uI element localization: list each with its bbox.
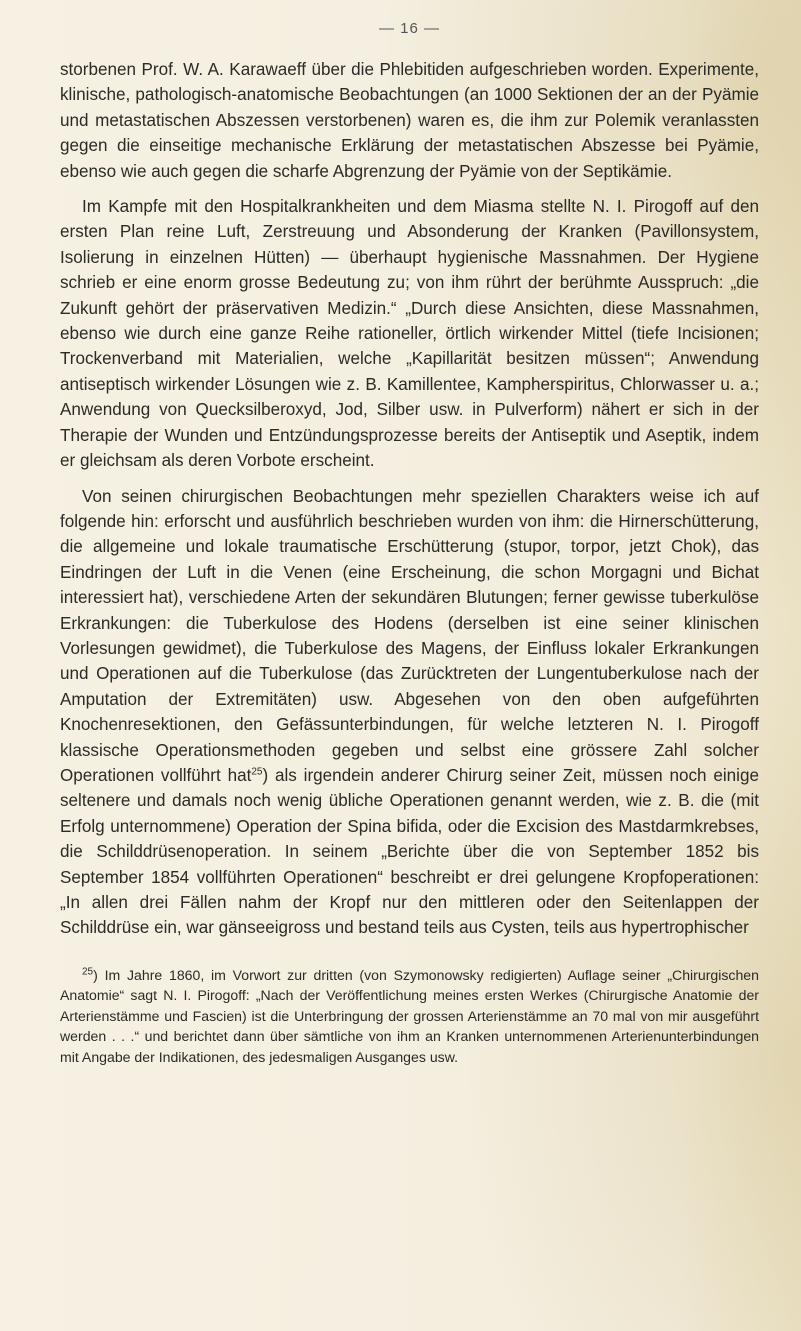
page-number: — 16 — <box>378 20 441 37</box>
body-text <box>60 57 759 941</box>
paragraph-3 <box>60 484 759 941</box>
paragraph-2: Im Kampfe mit den Hospitalkrankheiten und dem Miasma stellte N. I. Pirogoff auf den ersten Plan reine Luft, Zerstreuung und Absonderung der Kranken (Pavillonsystem, Isolierung in einzelnen Hütten) — überhaupt hygienische Massnahmen. Der Hygiene schrieb er eine enorm grosse Bedeutung zu; von ihm rührt der berühmte Ausspruch: „die Zukunft gehört der präservativen Medizin.“ „Durch diese Ansichten, diese Massnahmen, ebenso wie durch eine ganze Reihe rationeller, örtlich wirkender Mittel (tiefe Incisionen; Trockenverband mit Materialien, welche „Kapillarität besitzen müssen“; Anwendung antiseptisch wirkender Lösungen wie z. B. Kamillentee, Kampherspiritus, Chlorwasser u. a.; Anwendung von Quecksilberoxyd, Jod, Silber usw. in Pulverform) nähert er sich in der Therapie der Wunden und Entzündungsprozesse bereits der Antiseptik und Aseptik, indem er gleichsam als deren Vorbote erscheint. <box>60 197 759 471</box>
footnote-text: ) Im Jahre 1860, im Vorwort zur dritten (von Szymonowsky redigierten) Auflage seiner „Chirurgischen Anatomie“ sagt N. I. Pirogoff: „Nach der Veröffentlichung meines ersten Werkes (Chirurgische Anatomie der Arterienstämme und Fascien) ist die Unterbringung der grossen Arterienstämme an 70 mal von mir ausgeführt werden . . .“ und berichtet dann über sämtliche von ihm an Kranken unternommenen Arterienunterbindungen mit Angabe der Indikationen, des jedesmaligen Ausganges usw. <box>60 966 759 1065</box>
paragraph-3-text-b: ) als irgendein anderer Chirurg seiner Zeit, müssen noch einige seltenere und damals noch wenig übliche Operationen genannt werden, wie z. B. die (mit Erfolg unternommene) Operation der Spina bifida, oder die Excision des Mastdarmkrebses, die Schilddrüsenoperation. In seinem „Berichte über die von September 1852 bis September 1854 vollführten Operationen“ beschreibt er drei gelungene Kropfoperationen: „In allen drei Fällen nahm der Kropf nur den mittleren oder den Seitenlappen der Schilddrüse ein, war gänseeigross und bestand teils aus Cysten, teils aus hypertrophischer <box>60 765 759 938</box>
footnote-reference: 25 <box>251 766 263 778</box>
footnote-marker: 25 <box>82 966 94 978</box>
footnote <box>60 965 759 1068</box>
paragraph-3-text-a: Von seinen chirurgischen Beobachtungen mehr speziellen Charakters weise ich auf folgende hin: erforscht und ausführlich beschrieben wurden von ihm: die Hirnerschütterung, die allgemeine und lokale traumatische Erschütterung (stupor, torpor, jetzt Chok), das Eindringen der Luft in die Venen (eine Erscheinung, die schon Morgagni und Bichat interessiert hat), verschiedene Arten der sekundären Blutungen; ferner gewisse tuberkulöse Erkrankungen: die Tuberkulose des Hodens (derselben ist eine seiner klinischen Vorlesungen gewidmet), die Tuberkulose des Magens, der Einfluss lokaler Erkrankungen und Operationen auf die Tuberkulose (das Zurücktreten der Lungentuberkulose nach der Amputation der Extremitäten) usw. Abgesehen von den oben aufgeführten Knochenresektionen, den Gefässunterbindungen, für welche letzteren N. I. Pirogoff klassische Operationsmethoden gegeben und selbst eine grössere Zahl solcher Operationen vollführt hat <box>60 486 759 785</box>
paragraph-1: storbenen Prof. W. A. Karawaeff über die Phlebitiden aufgeschrieben worden. Experimente, klinische, pathologisch-anatomische Beobachtungen (an 1000 Sektionen der an der Pyämie und metastatischen Abszessen verstorbenen) waren es, die ihm zur Polemik veranlassten gegen die einseitige mechanische Erklärung der metastatischen Abszesse bei Pyämie, ebenso wie auch gegen die scharfe Abgrenzung der Pyämie von der Septikämie. <box>60 60 759 181</box>
footnote-area <box>60 965 759 1068</box>
